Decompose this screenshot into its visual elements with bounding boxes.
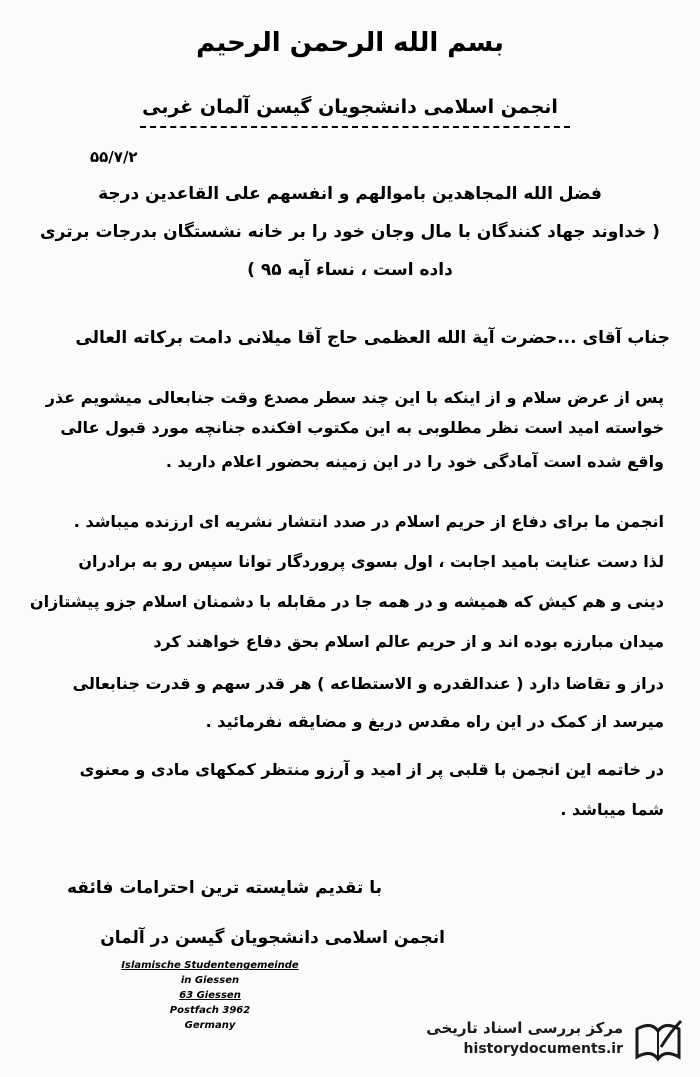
stamp-line: Germany: [184, 1020, 236, 1031]
body-line: دراز و تقاضا دارد ( عندالقدره و الاستطاعه ) هر قدر سهم و قدرت جنابعالی: [72, 674, 664, 693]
body-line: واقع شده است آمادگی خود را در این زمینه بحضور اعلام دارید .: [165, 452, 664, 471]
letter-date: ۵۵/۷/۲: [90, 148, 138, 166]
body-line: خواسته امید است نظر مطلوبی به این مکتوب افکنده جنانچه مورد قبول عالی: [60, 418, 664, 437]
quran-verse-line-3: داده است ، نساء آیه ۹۵ ): [247, 260, 453, 280]
body-line: در خاتمه این انجمن با قلبی پر از امید و آرزو منتظر کمکهای مادی و معنوی: [79, 760, 664, 779]
body-line: میدان مبارزه بوده اند و از حریم عالم اسلام بحق دفاع خواهند کرد: [153, 632, 664, 651]
body-line: پس از عرض سلام و از اینکه با این چند سطر مصدع وقت جنابعالی میشویم عذر: [45, 388, 664, 407]
body-line: دینی و هم کیش که همیشه و در همه جا در مقابله با دشمنان اسلام جزو پیشتازان: [29, 592, 664, 611]
bismillah-heading: بسم الله الرحمن الرحیم: [196, 28, 504, 58]
archive-watermark: [415, 1015, 685, 1067]
organization-stamp: [110, 958, 310, 1033]
quran-verse-line-2: ( خداوند جهاد کنندگان با مال وجان خود را بر خانه نشستگان بدرجات برتری: [40, 222, 660, 242]
salutation-line: جناب آقای ...حضرت آیة الله العظمی حاج آقا میلانی دامت برکاته العالی: [75, 328, 670, 348]
letterhead-divider: [140, 126, 570, 128]
signature-line: انجمن اسلامی دانشجویان گیسن در آلمان: [100, 928, 445, 948]
closing-line: با تقدیم شایسته ترین احترامات فائقه: [66, 878, 382, 898]
stamp-line: in Giessen: [180, 975, 240, 986]
body-line: لذا دست عنایت بامید اجابت ، اول بسوی پروردگار توانا سپس رو به برادران: [78, 552, 664, 571]
body-line: انجمن ما برای دفاع از حریم اسلام در صدد انتشار نشریه ای ارزنده میباشد .: [73, 512, 664, 531]
stamp-line: 63 Giessen: [179, 990, 241, 1001]
letterhead-title: انجمن اسلامی دانشجویان گیسن آلمان غربی: [142, 96, 558, 118]
stamp-line: Postfach 3962: [169, 1005, 251, 1016]
watermark-url: historydocuments.ir: [463, 1041, 623, 1057]
quran-verse-line-1: فضل الله المجاهدین باموالهم و انفسهم علی القاعدین درجة: [98, 184, 602, 204]
stamp-line: Islamische Studentengemeinde: [121, 960, 299, 971]
body-line: میرسد از کمک در این راه مقدس دریغ و مضایقه نفرمائید .: [205, 712, 664, 731]
body-line: شما میباشد .: [560, 800, 664, 819]
watermark-title: مرکز بررسی اسناد تاریخی: [426, 1019, 623, 1037]
open-book-quill-icon: [631, 1017, 685, 1065]
